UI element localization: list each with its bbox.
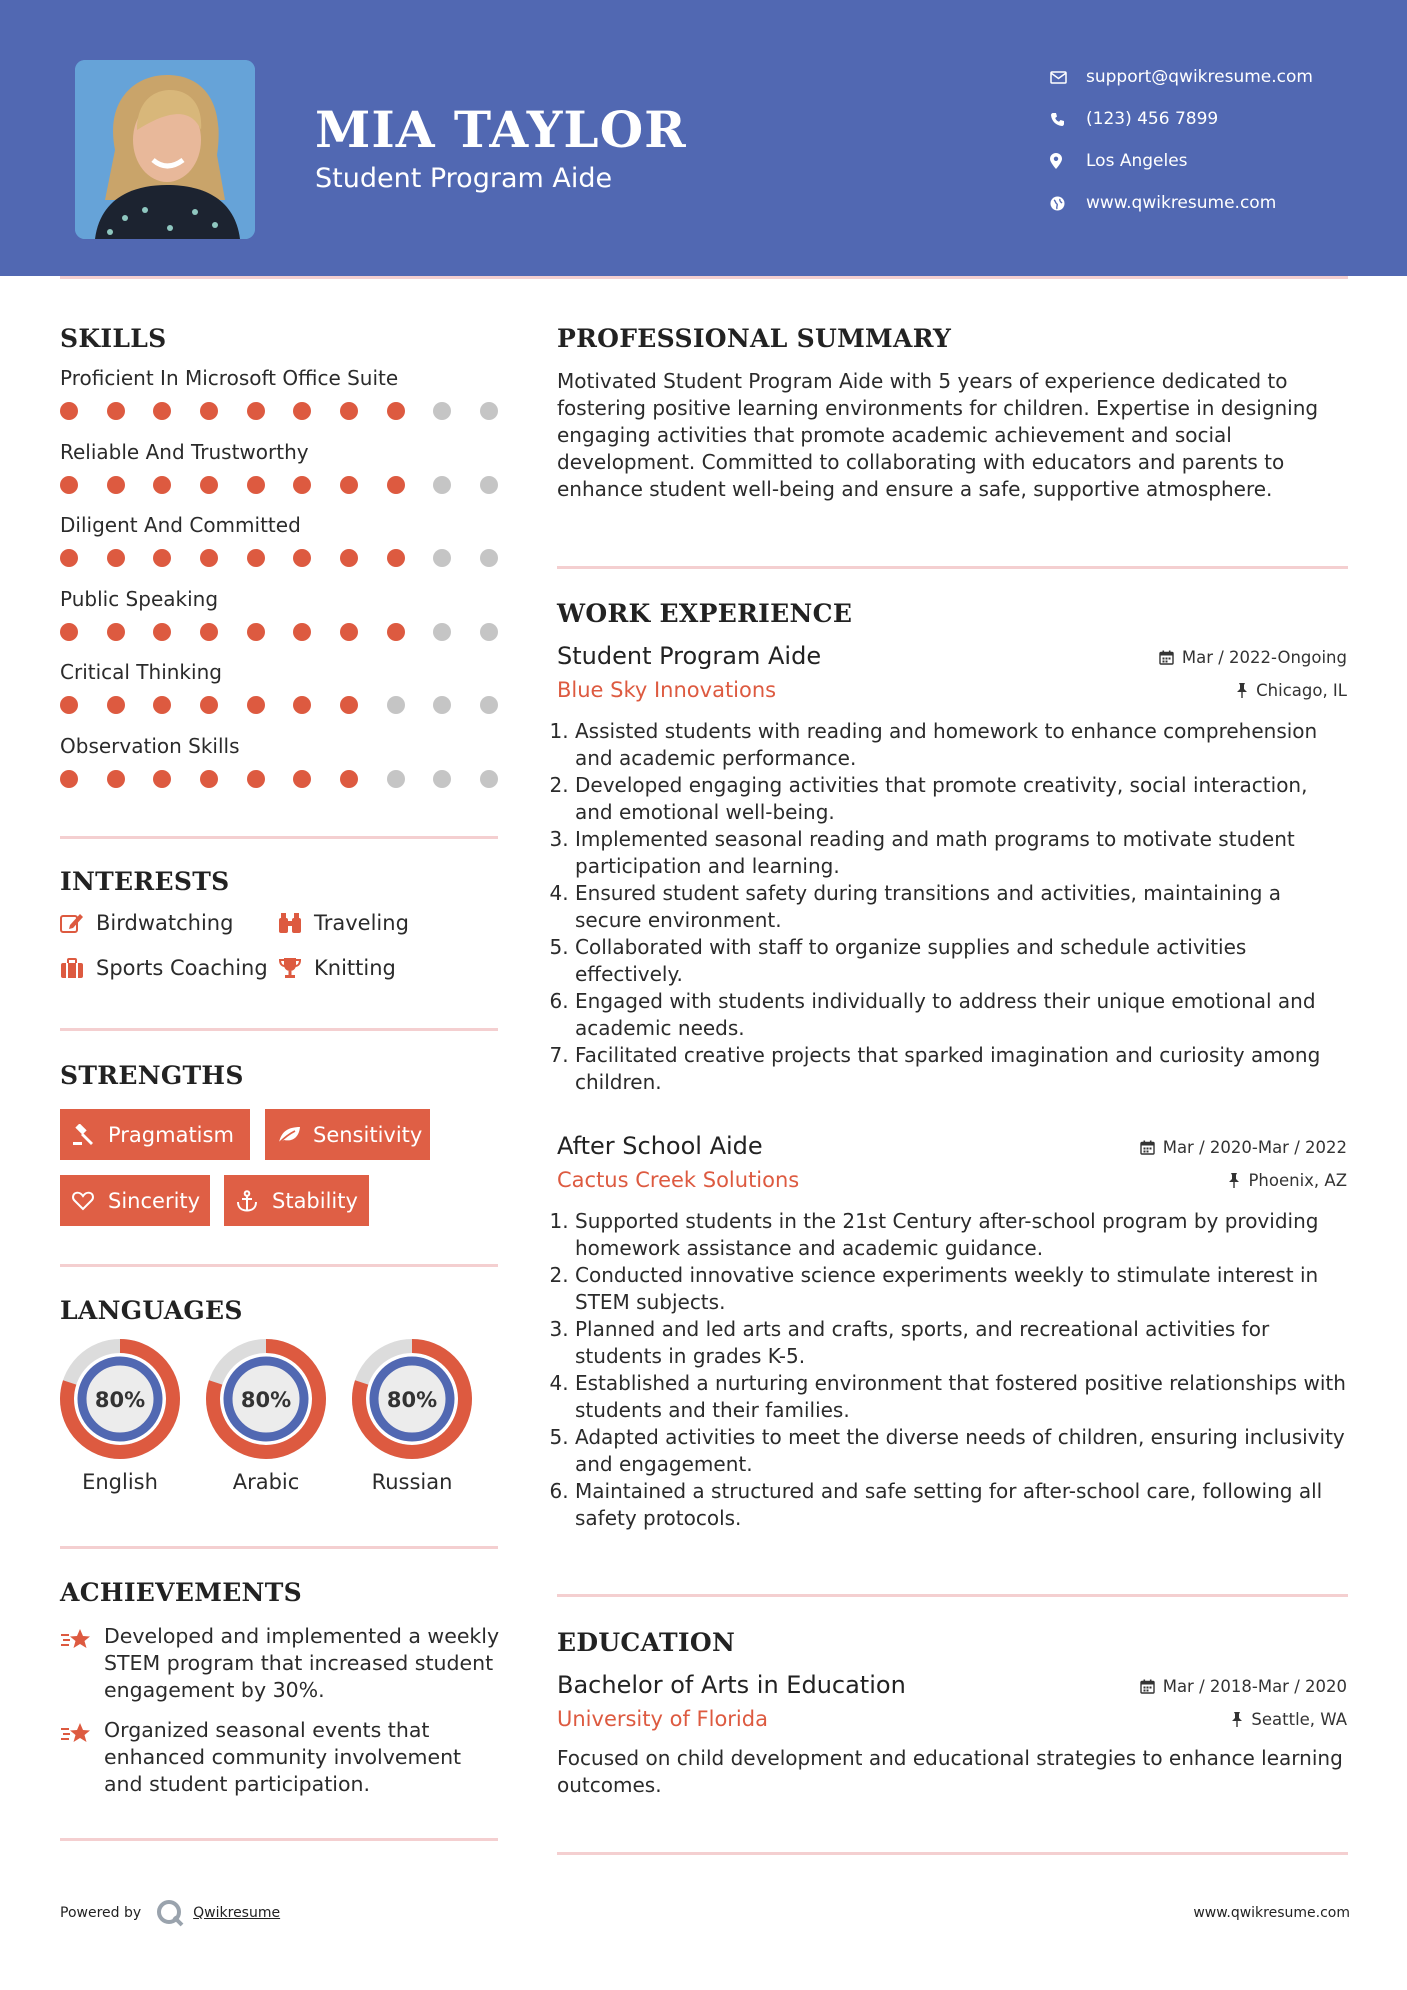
strength-label: Pragmatism — [108, 1122, 234, 1147]
strength-tag — [265, 1109, 430, 1160]
language-label: Russian — [371, 1470, 453, 1494]
rating-dot — [340, 476, 358, 494]
job-bullet: 6. Engaged with students individually to address their unique emotional and academic needs. — [575, 988, 1347, 1042]
rating-dot — [340, 549, 358, 567]
divider — [557, 1852, 1348, 1855]
rating-dot — [293, 476, 311, 494]
rating-dot — [200, 402, 218, 420]
contact-website[interactable] — [1050, 182, 1390, 224]
job-role: After School Aide — [557, 1132, 763, 1160]
job-role: Student Program Aide — [557, 642, 822, 670]
interest-item — [60, 956, 268, 980]
job-bullet: 3. Planned and led arts and crafts, sports, and recreational activities for students in grades K-5. — [575, 1316, 1347, 1370]
skill-item — [60, 734, 500, 788]
job-bullet: 1. Assisted students with reading and homework to enhance comprehension and academic performance. — [575, 718, 1347, 772]
job-bullet: 2. Developed engaging activities that promote creativity, social interaction, and emotional well-being. — [575, 772, 1347, 826]
candidate-title: Student Program Aide — [315, 163, 613, 194]
envelope-icon — [1050, 67, 1086, 87]
rating-dot — [387, 549, 405, 567]
leaf-icon — [277, 1125, 313, 1145]
qwikresume-logo-icon — [155, 1898, 185, 1928]
job-bullet: 5. Collaborated with staff to organize supplies and schedule activities effectively. — [575, 934, 1347, 988]
skill-item — [60, 440, 500, 494]
strength-tag — [60, 1109, 250, 1160]
rating-dot — [340, 402, 358, 420]
rating-dot — [153, 402, 171, 420]
education-title: EDUCATION — [557, 1628, 736, 1657]
rating-dot — [387, 623, 405, 641]
achievement-item — [60, 1623, 500, 1704]
rating-dot — [200, 696, 218, 714]
interest-label: Sports Coaching — [96, 956, 268, 980]
rating-dot — [107, 476, 125, 494]
rating-dot — [433, 623, 451, 641]
candidate-name: MIA TAYLOR — [315, 100, 687, 159]
rating-dot — [107, 402, 125, 420]
job-location — [1236, 681, 1347, 700]
skill-item — [60, 366, 500, 420]
interest-label: Traveling — [314, 911, 409, 935]
rating-dot — [60, 476, 78, 494]
rating-dot — [153, 770, 171, 788]
calendar-icon — [1159, 650, 1174, 665]
rating-dot — [387, 770, 405, 788]
rating-dot — [107, 770, 125, 788]
education-date — [1140, 1677, 1347, 1696]
job-date — [1159, 648, 1347, 667]
education-date-text: Mar / 2018-Mar / 2020 — [1162, 1677, 1347, 1696]
strength-label: Sensitivity — [313, 1122, 423, 1147]
contact-location-text: Los Angeles — [1086, 151, 1188, 171]
phone-icon — [1050, 109, 1086, 129]
interests-title: INTERESTS — [60, 867, 230, 896]
rating-dot — [387, 402, 405, 420]
rating-dot — [433, 549, 451, 567]
rating-dot — [107, 623, 125, 641]
language-item — [351, 1338, 473, 1494]
header — [0, 0, 1407, 276]
rating-dot — [200, 549, 218, 567]
language-label: English — [82, 1470, 158, 1494]
rating-dot — [293, 696, 311, 714]
rating-dot — [480, 623, 498, 641]
trophy-icon — [278, 957, 314, 979]
globe-icon — [1050, 193, 1086, 213]
language-percent: 80% — [386, 1388, 438, 1412]
interest-label: Birdwatching — [96, 911, 234, 935]
rating-dot — [340, 770, 358, 788]
qwikresume-link[interactable]: Qwikresume — [193, 1905, 281, 1921]
rating-dot — [107, 549, 125, 567]
language-item — [205, 1338, 327, 1494]
rating-dot — [480, 549, 498, 567]
job-bullet: 7. Facilitated creative projects that sparked imagination and curiosity among children. — [575, 1042, 1347, 1096]
calendar-icon — [1140, 1140, 1155, 1155]
rating-dot — [480, 476, 498, 494]
language-item — [59, 1338, 181, 1494]
contact-location — [1050, 140, 1390, 182]
language-gauge — [59, 1338, 181, 1460]
rating-dot — [153, 696, 171, 714]
rating-dot — [153, 549, 171, 567]
rating-dot — [340, 696, 358, 714]
rating-dot — [200, 623, 218, 641]
skill-rating — [60, 402, 498, 420]
skill-rating — [60, 549, 498, 567]
star-medal-icon — [60, 1717, 104, 1798]
strength-tag — [60, 1175, 210, 1226]
strength-label: Sincerity — [108, 1188, 201, 1213]
interest-label: Knitting — [314, 956, 396, 980]
contact-phone[interactable] — [1050, 98, 1390, 140]
job-bullet: 5. Adapted activities to meet the diverse needs of children, ensuring inclusivity and engagement. — [575, 1424, 1347, 1478]
powered-by-text: Powered by — [60, 1905, 142, 1921]
skill-rating — [60, 696, 498, 714]
job-bullet: 2. Conducted innovative science experiments weekly to stimulate interest in STEM subjects. — [575, 1262, 1347, 1316]
divider — [557, 566, 1348, 569]
skill-name: Observation Skills — [60, 733, 240, 758]
skill-name: Proficient In Microsoft Office Suite — [60, 366, 399, 390]
language-percent: 80% — [240, 1388, 292, 1412]
divider — [60, 836, 498, 839]
divider — [60, 1838, 498, 1841]
rating-dot — [60, 696, 78, 714]
achievements-title: ACHIEVEMENTS — [60, 1578, 302, 1607]
divider — [60, 1028, 498, 1031]
pushpin-icon — [1236, 683, 1248, 698]
binoculars-icon — [278, 912, 314, 934]
job-responsibilities — [557, 1208, 1347, 1532]
rating-dot — [433, 770, 451, 788]
rating-dot — [340, 623, 358, 641]
divider — [557, 1594, 1348, 1597]
achievement-item — [60, 1717, 500, 1798]
rating-dot — [60, 623, 78, 641]
interest-item — [278, 956, 396, 980]
skill-name: Critical Thinking — [60, 660, 222, 684]
rating-dot — [60, 770, 78, 788]
rating-dot — [433, 696, 451, 714]
pencil-icon — [60, 912, 96, 934]
languages-title: LANGUAGES — [60, 1296, 243, 1325]
rating-dot — [433, 476, 451, 494]
rating-dot — [247, 623, 265, 641]
job-bullet: 4. Established a nurturing environment that fostered positive relationships with students and their families. — [575, 1370, 1347, 1424]
interest-item — [278, 911, 409, 935]
summary-text: Motivated Student Program Aide with 5 years of experience dedicated to fostering positive learning environments for children. Expertise in designing engaging activities that promote academic achievement and social development. Committed to collaborating with educators and parents to enhance student well-being and ensure a safe, supportive atmosphere. — [557, 369, 1319, 501]
rating-dot — [293, 623, 311, 641]
job-date — [1140, 1138, 1347, 1157]
education-description: Focused on child development and educational strategies to enhance learning outcomes. — [557, 1746, 1343, 1797]
star-medal-icon — [60, 1623, 104, 1704]
language-gauge — [205, 1338, 327, 1460]
rating-dot — [480, 696, 498, 714]
footer-website[interactable]: www.qwikresume.com — [1193, 1905, 1350, 1921]
skill-name: Reliable And Trustworthy — [60, 439, 309, 464]
divider — [60, 1264, 498, 1267]
rating-dot — [293, 770, 311, 788]
rating-dot — [60, 549, 78, 567]
contact-phone-text: (123) 456 7899 — [1086, 109, 1219, 129]
pushpin-icon — [1231, 1712, 1243, 1727]
job-company: Blue Sky Innovations — [557, 678, 777, 702]
interest-item — [60, 911, 233, 935]
rating-dot — [247, 476, 265, 494]
gavel-icon — [72, 1124, 108, 1146]
strengths-title: STRENGTHS — [60, 1061, 244, 1090]
skill-rating — [60, 623, 498, 641]
strength-label: Stability — [272, 1188, 358, 1213]
rating-dot — [247, 549, 265, 567]
language-label: Arabic — [232, 1470, 300, 1494]
achievement-text: Developed and implemented a weekly STEM program that increased student engagement by 30%. — [104, 1624, 500, 1702]
profile-photo — [75, 60, 255, 239]
rating-dot — [153, 476, 171, 494]
language-percent: 80% — [94, 1388, 146, 1412]
education-degree: Bachelor of Arts in Education — [557, 1671, 906, 1699]
rating-dot — [247, 770, 265, 788]
briefcase-icon — [60, 957, 96, 979]
job-location-text: Phoenix, AZ — [1248, 1171, 1347, 1190]
job-location-text: Chicago, IL — [1256, 681, 1347, 700]
pushpin-icon — [1228, 1173, 1240, 1188]
header-divider — [60, 276, 1348, 279]
job-date-text: Mar / 2020-Mar / 2022 — [1162, 1138, 1347, 1157]
skill-item — [60, 660, 500, 714]
rating-dot — [60, 402, 78, 420]
rating-dot — [293, 402, 311, 420]
heart-icon — [72, 1191, 108, 1211]
job-date-text: Mar / 2022-Ongoing — [1181, 648, 1347, 667]
rating-dot — [433, 402, 451, 420]
contact-email-text: support@qwikresume.com — [1086, 67, 1313, 87]
skill-name: Public Speaking — [60, 586, 219, 611]
job-location — [1228, 1171, 1347, 1190]
job-entry — [557, 642, 1347, 1096]
skill-rating — [60, 476, 498, 494]
education-location-text: Seattle, WA — [1251, 1710, 1347, 1729]
map-pin-icon — [1050, 151, 1086, 171]
summary-title: PROFESSIONAL SUMMARY — [557, 324, 952, 353]
rating-dot — [293, 549, 311, 567]
rating-dot — [153, 623, 171, 641]
calendar-icon — [1140, 1679, 1155, 1694]
job-responsibilities — [557, 718, 1347, 1096]
strength-tag — [224, 1175, 369, 1226]
rating-dot — [200, 476, 218, 494]
job-bullet: 4. Ensured student safety during transitions and activities, maintaining a secure environment. — [575, 880, 1347, 934]
job-company: Cactus Creek Solutions — [557, 1168, 800, 1192]
rating-dot — [480, 402, 498, 420]
skill-item — [60, 587, 500, 641]
contact-website-text: www.qwikresume.com — [1086, 193, 1277, 213]
rating-dot — [107, 696, 125, 714]
rating-dot — [247, 696, 265, 714]
job-bullet: 6. Maintained a structured and safe setting for after-school care, following all safety protocols. — [575, 1478, 1347, 1532]
education-location — [1231, 1710, 1347, 1729]
skill-rating — [60, 770, 498, 788]
achievement-text: Organized seasonal events that enhanced community involvement and student participation. — [104, 1718, 462, 1796]
education-entry — [557, 1671, 1347, 1799]
skill-item — [60, 513, 500, 567]
language-gauge — [351, 1338, 473, 1460]
skills-title: SKILLS — [60, 324, 167, 353]
contact-email[interactable] — [1050, 56, 1390, 98]
job-bullet: 1. Supported students in the 21st Century after-school program by providing homework assistance and academic guidance. — [575, 1208, 1347, 1262]
experience-title: WORK EXPERIENCE — [557, 599, 853, 628]
rating-dot — [480, 770, 498, 788]
footer-powered-by — [60, 1898, 280, 1928]
skill-name: Diligent And Committed — [60, 513, 301, 537]
job-bullet: 3. Implemented seasonal reading and math programs to motivate student participation and learning. — [575, 826, 1347, 880]
contact-list — [1050, 56, 1390, 224]
rating-dot — [200, 770, 218, 788]
anchor-icon — [236, 1190, 272, 1212]
divider — [60, 1546, 498, 1549]
education-school: University of Florida — [557, 1707, 768, 1731]
job-entry — [557, 1132, 1347, 1532]
rating-dot — [387, 476, 405, 494]
rating-dot — [247, 402, 265, 420]
rating-dot — [387, 696, 405, 714]
